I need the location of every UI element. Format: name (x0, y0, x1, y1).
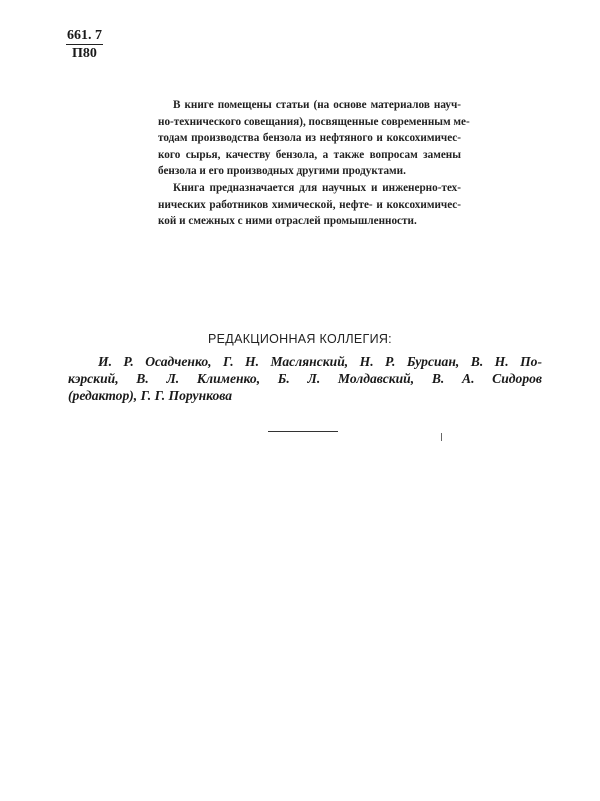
udc-classification (66, 28, 103, 61)
members-line: (редактор), Г. Г. Порункова (68, 388, 233, 403)
editorial-board-members (68, 353, 542, 404)
text-line: бензола и его производных другими продуктами. (158, 165, 406, 178)
members-line: кэрский, В. Л. Клименко, Б. Л. Молдавский, В. А. Сидоров (68, 371, 542, 386)
annotation-paragraph-1 (143, 97, 470, 180)
scan-artifact (441, 433, 442, 441)
editorial-board-title: РЕДАКЦИОННАЯ КОЛЛЕГИЯ: (208, 332, 392, 346)
separator-rule (268, 431, 338, 432)
text-line: нических работников химической, нефте- и коксохимичес- (158, 198, 461, 211)
text-line: тодам производства бензола из нефтяного и коксохимичес- (158, 132, 461, 145)
text-line: В книге помещены статьи (на основе материалов науч- (173, 99, 461, 111)
text-line: кого сырья, качеству бензола, а также вопросам замены (158, 148, 461, 161)
text-line: кой и смежных с ними отраслей промышленности. (158, 215, 417, 228)
text-line: Книга предназначается для научных и инженерно-тех- (173, 181, 461, 194)
udc-number: 661. 7 (67, 28, 102, 43)
book-annotation (143, 97, 470, 230)
members-line: И. Р. Осадченко, Г. Н. Маслянский, Н. Р. Бурсиан, В. Н. По- (98, 354, 542, 369)
annotation-paragraph-2 (143, 180, 461, 230)
library-code: П80 (72, 46, 97, 61)
text-line: но-технического совещания), посвященные современным ме- (158, 115, 470, 128)
